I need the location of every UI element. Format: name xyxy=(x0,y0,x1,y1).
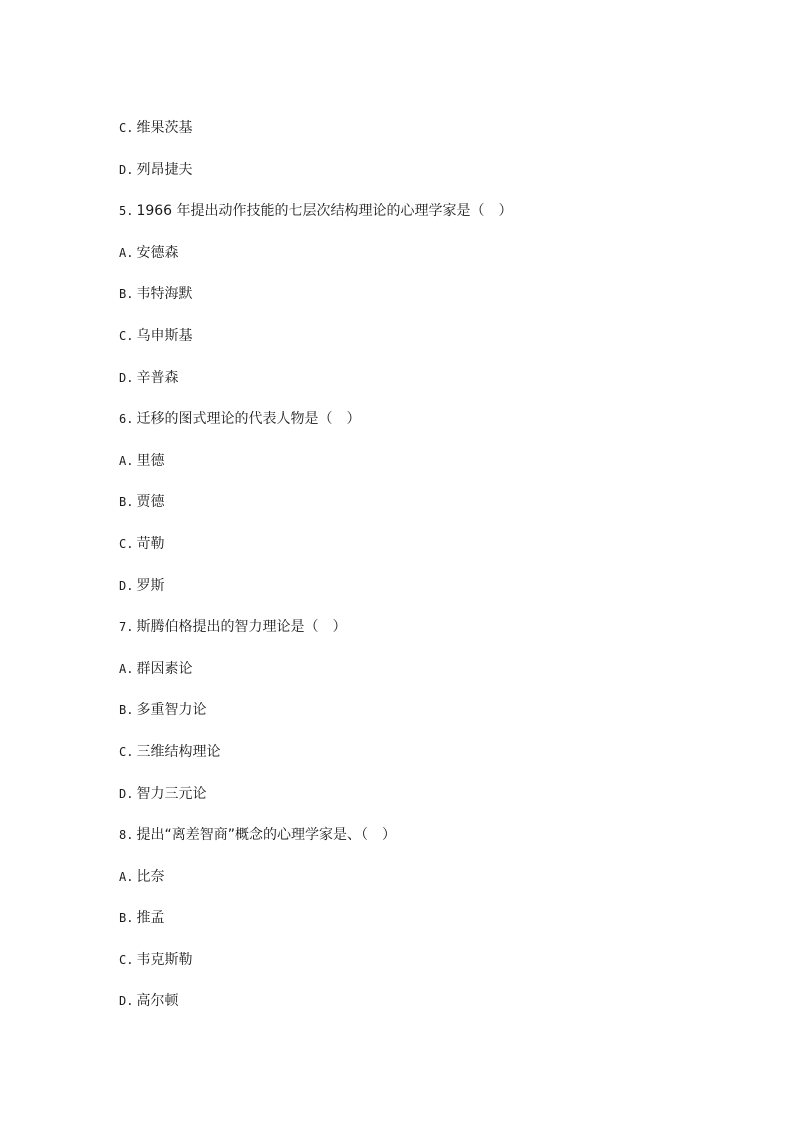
option-text: 智力三元论 xyxy=(136,785,207,802)
option-text: 群因素论 xyxy=(136,660,193,677)
option-text: 苛勒 xyxy=(136,535,165,552)
option-letter: B. xyxy=(119,703,134,718)
option-text: 推孟 xyxy=(136,910,165,927)
option-letter: D. xyxy=(119,578,134,593)
option-text: 安德森 xyxy=(136,244,179,261)
option-letter: A. xyxy=(119,661,134,676)
option-letter: D. xyxy=(119,370,134,385)
question-text: 1966 年提出动作技能的七层次结构理论的心理学家是（ ） xyxy=(136,203,513,220)
question-line xyxy=(119,409,719,451)
option-line xyxy=(119,284,719,326)
option-line xyxy=(119,784,719,826)
option-line xyxy=(119,326,719,368)
option-letter: B. xyxy=(119,911,134,926)
option-letter: C. xyxy=(119,536,134,551)
option-line xyxy=(119,991,719,1033)
option-letter: C. xyxy=(119,328,134,343)
question-number: 6. xyxy=(119,412,134,427)
question-text: 提出“离差智商”概念的心理学家是、（ ） xyxy=(136,827,396,844)
option-text: 韦克斯勒 xyxy=(136,951,193,968)
option-letter: A. xyxy=(119,869,134,884)
option-text: 多重智力论 xyxy=(136,702,207,719)
question-text: 斯腾伯格提出的智力理论是（ ） xyxy=(136,619,347,636)
option-letter: B. xyxy=(119,495,134,510)
option-letter: B. xyxy=(119,287,134,302)
option-letter: A. xyxy=(119,245,134,260)
option-line xyxy=(119,908,719,950)
option-letter: D. xyxy=(119,162,134,177)
option-line xyxy=(119,950,719,992)
option-letter: C. xyxy=(119,744,134,759)
option-line xyxy=(119,492,719,534)
option-text: 辛普森 xyxy=(136,369,179,386)
option-line xyxy=(119,118,719,160)
option-line xyxy=(119,659,719,701)
option-line xyxy=(119,534,719,576)
question-line xyxy=(119,201,719,243)
question-line xyxy=(119,825,719,867)
option-text: 里德 xyxy=(136,452,165,469)
option-letter: C. xyxy=(119,952,134,967)
option-line xyxy=(119,160,719,202)
option-letter: C. xyxy=(119,121,134,135)
option-text: 列昂捷夫 xyxy=(136,161,193,178)
option-text: 三维结构理论 xyxy=(136,743,221,760)
option-text: 乌申斯基 xyxy=(136,327,193,344)
option-letter: D. xyxy=(119,994,134,1009)
option-text: 高尔顿 xyxy=(136,993,179,1010)
option-line xyxy=(119,700,719,742)
question-line xyxy=(119,617,719,659)
question-number: 8. xyxy=(119,828,134,843)
option-line xyxy=(119,742,719,784)
question-number: 7. xyxy=(119,620,134,635)
question-text: 迁移的图式理论的代表人物是（ ） xyxy=(136,411,361,428)
option-letter: D. xyxy=(119,786,134,801)
option-line xyxy=(119,243,719,285)
option-line xyxy=(119,867,719,909)
option-text: 罗斯 xyxy=(136,577,165,594)
option-line xyxy=(119,576,719,618)
option-line xyxy=(119,368,719,410)
option-text: 维果茨基 xyxy=(136,120,193,136)
option-text: 比奈 xyxy=(136,868,165,885)
option-line xyxy=(119,451,719,493)
question-list xyxy=(119,118,719,1033)
question-number: 5. xyxy=(119,204,134,219)
option-text: 韦特海默 xyxy=(136,286,193,303)
option-text: 贾德 xyxy=(136,494,165,511)
option-letter: A. xyxy=(119,453,134,468)
